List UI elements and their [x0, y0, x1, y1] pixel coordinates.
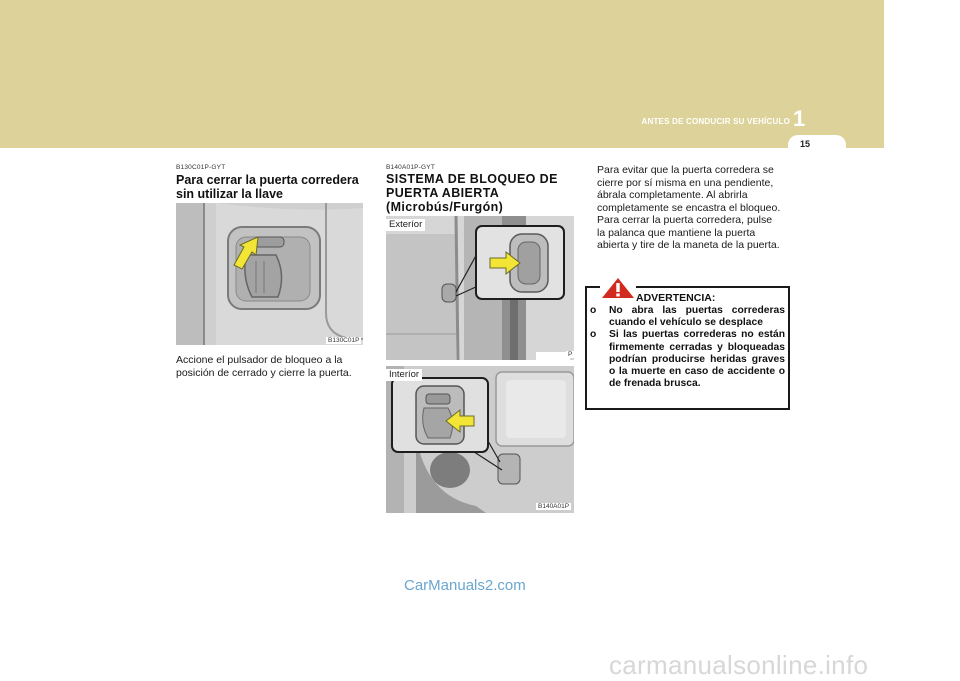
door-lock-photo	[176, 203, 363, 345]
exterior-view-label: Exteríor	[386, 219, 425, 231]
section-title	[176, 173, 366, 201]
body-line: completamente se encastra el bloqueo.	[597, 201, 781, 214]
image-label: B130C01P	[328, 337, 360, 344]
body-line: la palanca que mantiene la puerta	[597, 226, 756, 239]
warning-list	[590, 305, 785, 390]
body-line: cierre por sí misma en una pendiente,	[597, 176, 774, 189]
bullet: o	[590, 305, 597, 316]
image-label-fragment: P	[568, 351, 573, 358]
body-line: abierta y tire de la maneta de la puerta.	[597, 239, 780, 251]
header-band-margin	[884, 0, 960, 148]
warning-exclamation-icon	[600, 277, 636, 299]
watermark-link[interactable]: CarManuals2.com	[404, 577, 526, 594]
body-line: Para cerrar la puerta corredera, pulse	[597, 214, 773, 226]
interior-door-photo	[386, 366, 574, 513]
section-code: B140A01P-GYT	[386, 164, 436, 171]
image-label: B140A01P	[538, 503, 570, 510]
body-line: ábrala completamente. Al abrirla	[597, 189, 748, 201]
body-line: Accione el pulsador de bloqueo a la	[176, 354, 343, 366]
section-body	[176, 354, 364, 379]
interior-view-label: Interíor	[386, 369, 422, 381]
section-title-line: (Microbús/Furgón)	[386, 200, 504, 214]
chapter-title: ANTES DE CONDUCIR SU VEHÍCULO	[641, 117, 790, 126]
warning-item-text: Si las puertas correderas no están firmemente cerradas y bloqueadas podrían producirse heridas graves o la muerte en caso de accidente o de frenada brusca.	[609, 329, 785, 390]
footer-watermark: carmanualsonline.info	[609, 650, 869, 680]
section-code: B130C01P-GYT	[176, 164, 226, 171]
section-title	[386, 172, 576, 214]
section-body	[597, 164, 789, 252]
exterior-door-photo	[386, 216, 574, 360]
body-line: posición de cerrado y cierre la puerta.	[176, 366, 352, 379]
warning-item	[590, 329, 785, 390]
section-title-line: Para cerrar la puerta corredera	[176, 173, 359, 187]
section-title-line: SISTEMA DE BLOQUEO DE	[386, 172, 558, 186]
warning-title: ADVERTENCIA:	[636, 292, 716, 304]
section-title-line: sin utilizar la llave	[176, 187, 283, 201]
warning-item-text: No abra las puertas correderas cuando el vehículo se desplace	[609, 305, 785, 329]
page-number: 15	[799, 139, 810, 149]
body-line: Para evitar que la puerta corredera se	[597, 164, 774, 176]
chapter-number: 1	[793, 106, 806, 131]
bullet: o	[590, 329, 597, 341]
warning-item	[590, 305, 785, 329]
section-title-line: PUERTA ABIERTA	[386, 186, 500, 200]
